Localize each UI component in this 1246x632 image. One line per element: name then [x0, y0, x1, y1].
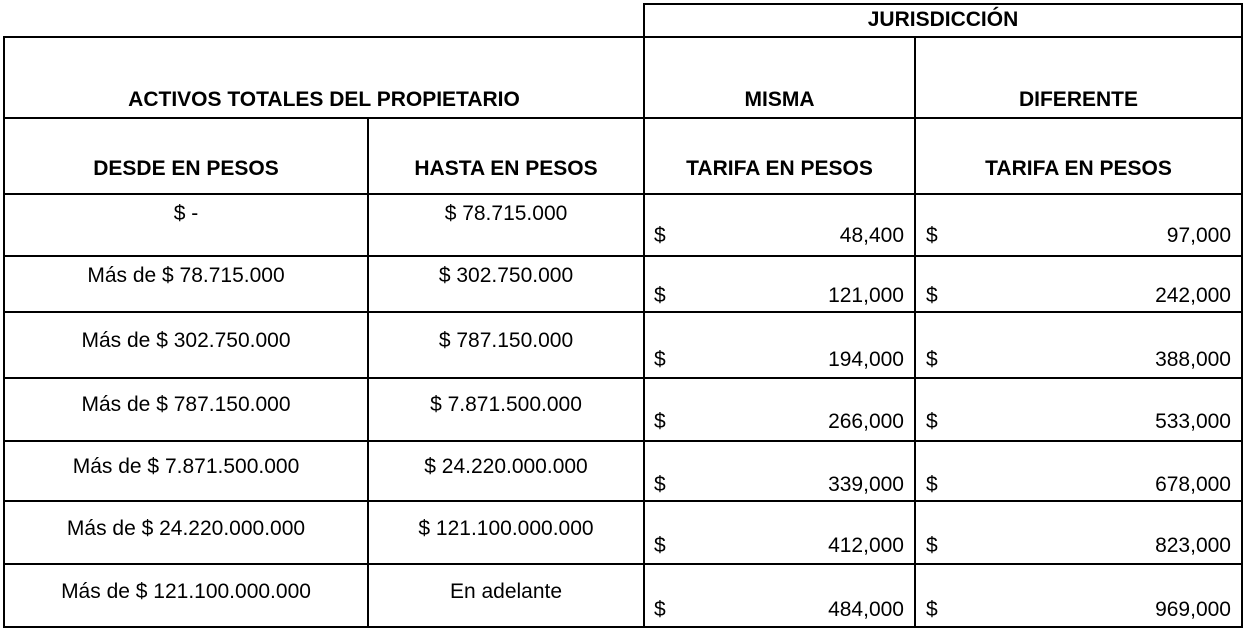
grid-line [3, 626, 1243, 628]
currency-symbol: $ [654, 473, 666, 496]
currency-symbol: $ [654, 224, 666, 247]
cell-desde: Más de $ 78.715.000 [87, 264, 285, 287]
grid-line [3, 377, 1243, 379]
cell-misma: 194,000 [828, 348, 904, 371]
currency-symbol: $ [654, 284, 666, 307]
currency-symbol: $ [654, 534, 666, 557]
currency-symbol: $ [926, 598, 938, 621]
cell-misma: 484,000 [828, 598, 904, 621]
cell-desde: Más de $ 302.750.000 [81, 329, 291, 352]
cell-diferente: 969,000 [1155, 598, 1231, 621]
grid-line [3, 440, 1243, 442]
currency-symbol: $ [926, 534, 938, 557]
cell-hasta: $ 302.750.000 [438, 264, 574, 287]
cell-diferente: 97,000 [1166, 224, 1231, 247]
cell-hasta: $ 78.715.000 [444, 202, 568, 225]
currency-symbol: $ [926, 284, 938, 307]
cell-hasta: $ 121.100.000.000 [418, 517, 594, 540]
grid-line [643, 3, 1243, 5]
grid-line [3, 36, 1243, 38]
cell-misma: 121,000 [828, 284, 904, 307]
currency-symbol: $ [654, 348, 666, 371]
currency-symbol: $ [926, 348, 938, 371]
header-tarifa-diferente: TARIFA EN PESOS [985, 157, 1172, 180]
cell-misma: 339,000 [828, 473, 904, 496]
cell-desde: Más de $ 121.100.000.000 [61, 580, 311, 603]
cell-hasta: $ 7.871.500.000 [430, 393, 582, 416]
grid-line [3, 193, 1243, 195]
header-diferente: DIFERENTE [1018, 88, 1138, 111]
grid-line [1241, 3, 1243, 628]
currency-symbol: $ [926, 473, 938, 496]
cell-hasta: $ 787.150.000 [438, 329, 574, 352]
header-activos: ACTIVOS TOTALES DEL PROPIETARIO [128, 88, 520, 111]
grid-line [3, 117, 1243, 119]
currency-symbol: $ [926, 410, 938, 433]
cell-misma: 266,000 [828, 410, 904, 433]
cell-hasta: En adelante [449, 580, 563, 603]
currency-symbol: $ [654, 598, 666, 621]
cell-diferente: 823,000 [1155, 534, 1231, 557]
grid-line [3, 500, 1243, 502]
grid-line [914, 36, 916, 628]
cell-diferente: 678,000 [1155, 473, 1231, 496]
header-misma: MISMA [744, 88, 815, 111]
cell-misma: 48,400 [839, 224, 904, 247]
grid-line [3, 255, 1243, 257]
cell-hasta: $ 24.220.000.000 [424, 455, 588, 478]
cell-diferente: 242,000 [1155, 284, 1231, 307]
header-desde: DESDE EN PESOS [93, 157, 279, 180]
currency-symbol: $ [654, 410, 666, 433]
cell-desde: $ - [173, 202, 199, 225]
header-hasta: HASTA EN PESOS [414, 157, 598, 180]
grid-line [3, 563, 1243, 565]
cell-desde: Más de $ 7.871.500.000 [72, 455, 300, 478]
cell-misma: 412,000 [828, 534, 904, 557]
cell-desde: Más de $ 24.220.000.000 [66, 517, 306, 540]
grid-line [367, 117, 369, 628]
currency-symbol: $ [926, 224, 938, 247]
cell-desde: Más de $ 787.150.000 [81, 393, 291, 416]
grid-line [3, 311, 1243, 313]
cell-diferente: 388,000 [1155, 348, 1231, 371]
header-tarifa-misma: TARIFA EN PESOS [686, 157, 873, 180]
header-jurisdiccion: JURISDICCIÓN [867, 8, 1019, 31]
cell-diferente: 533,000 [1155, 410, 1231, 433]
